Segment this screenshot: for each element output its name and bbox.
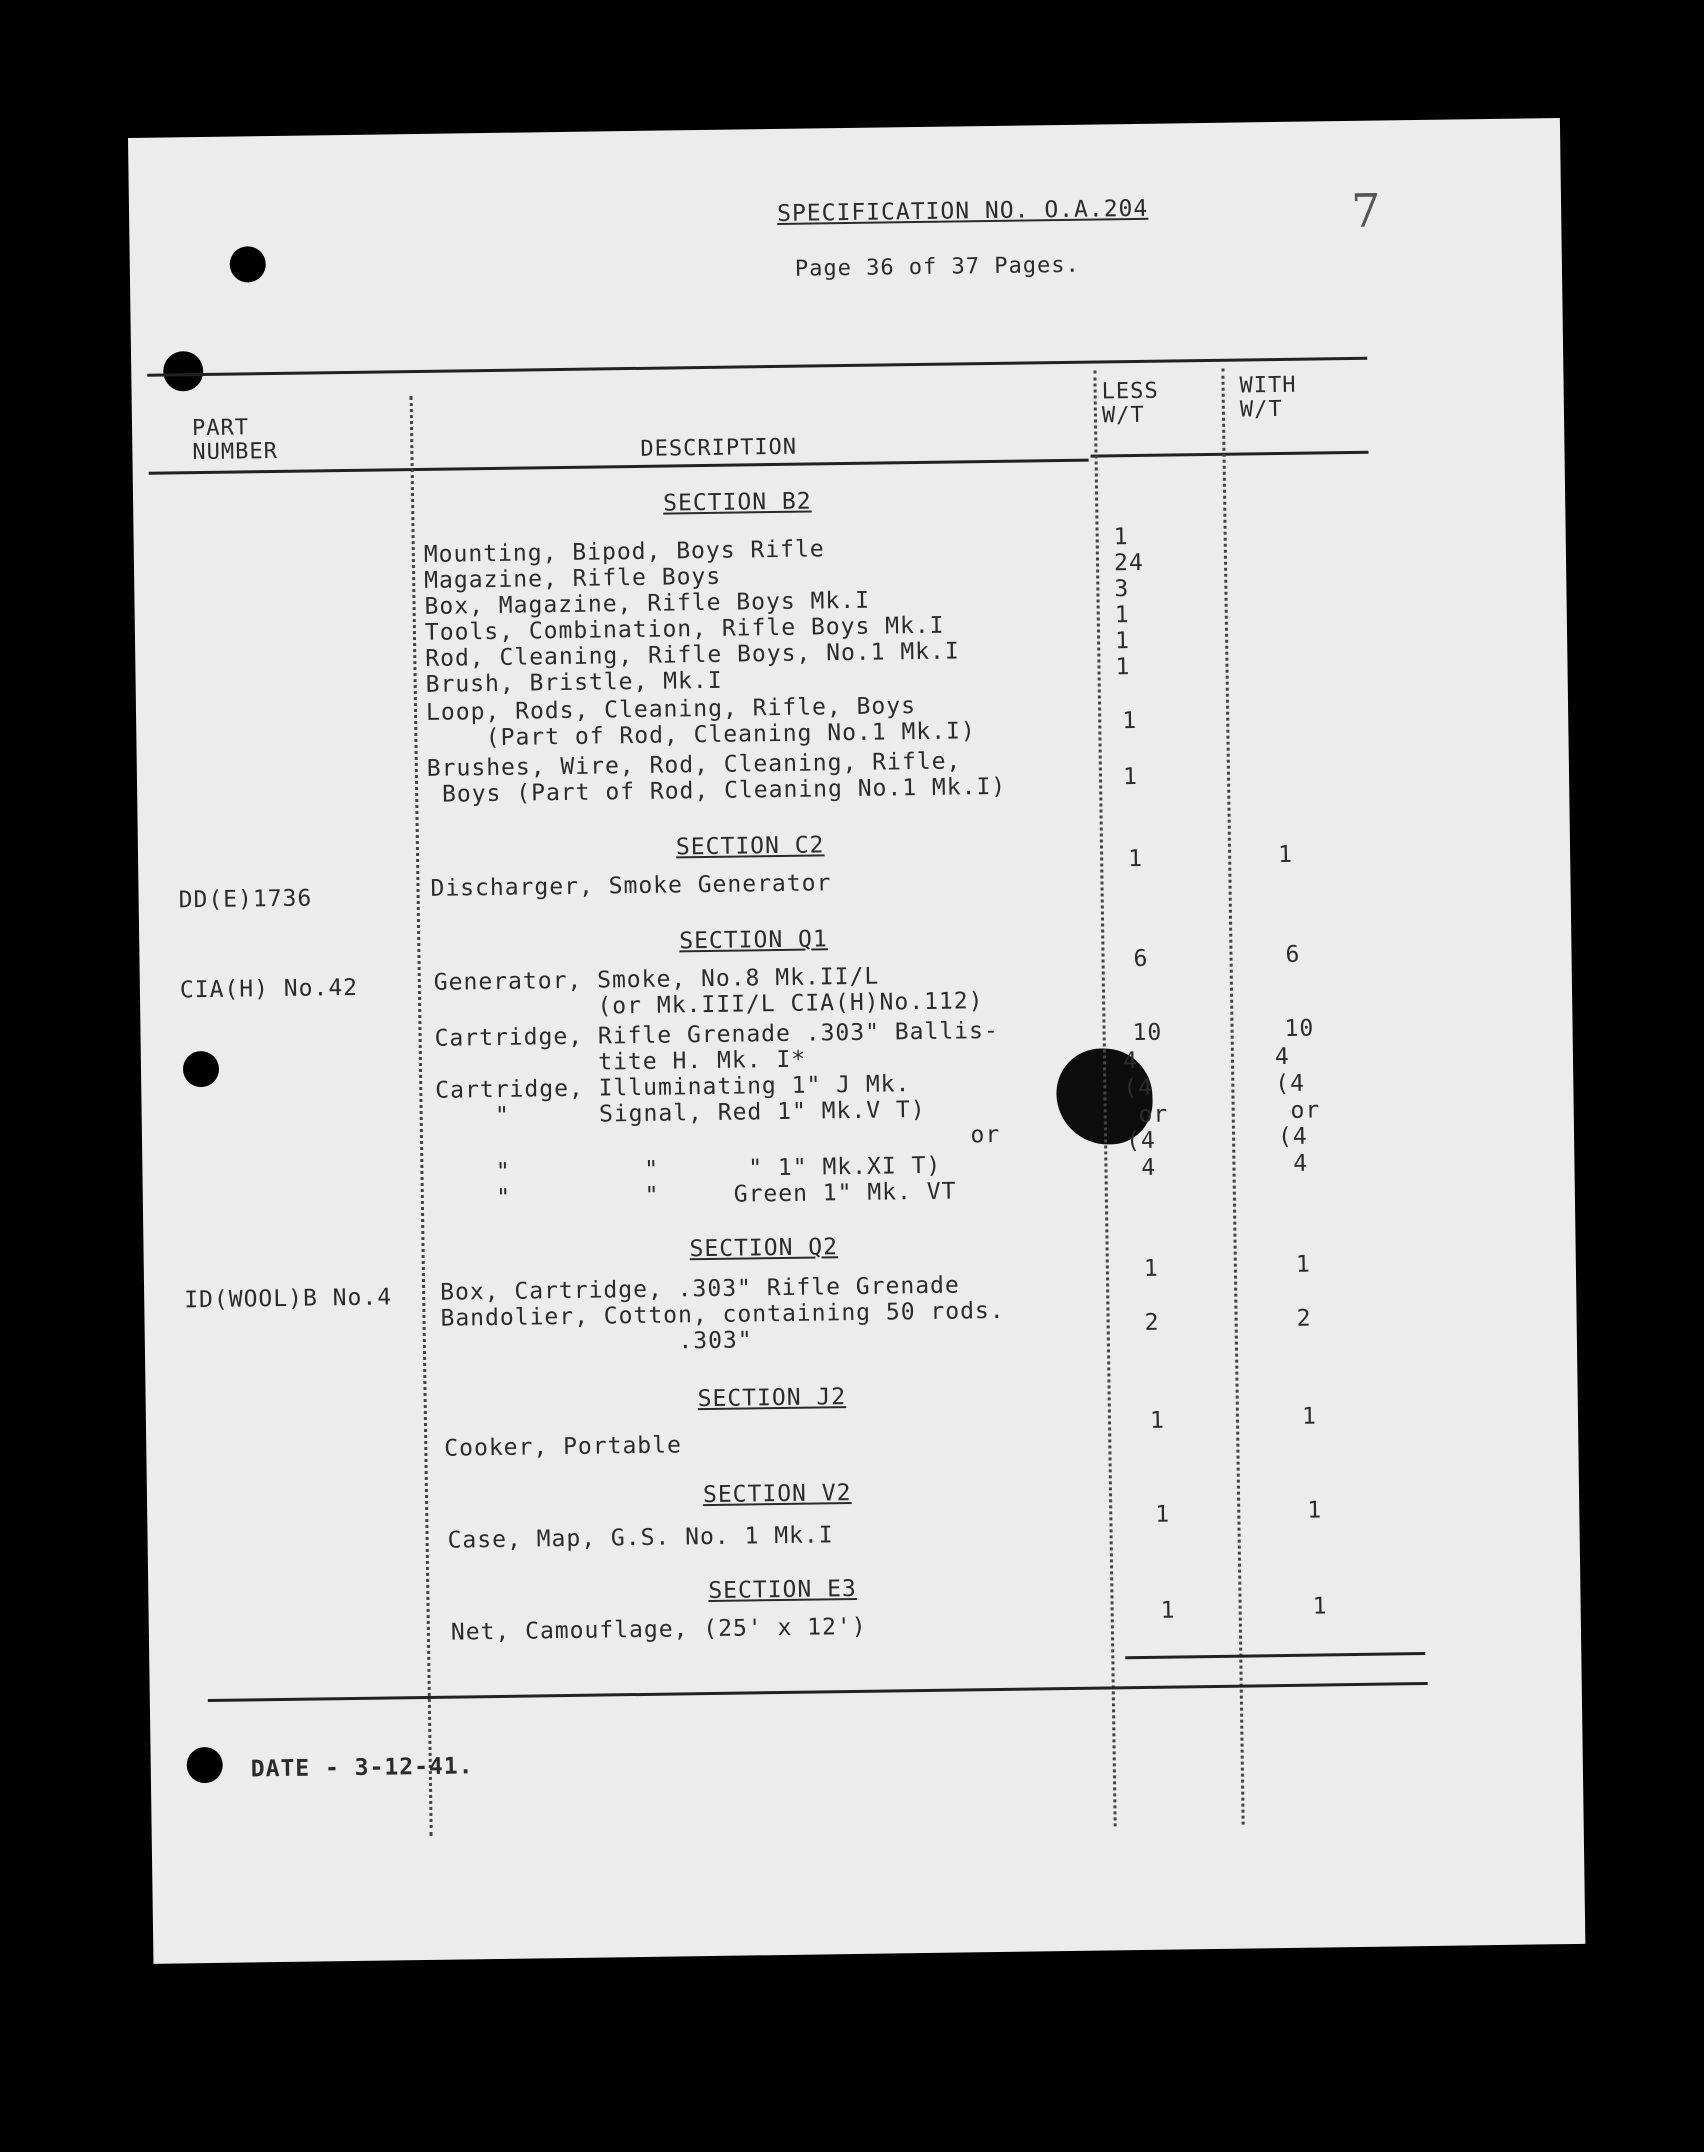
item-description: Box, Magazine, Rifle Boys Mk.I	[424, 587, 871, 620]
punch-hole	[186, 1747, 222, 1783]
item-description: Bandolier, Cotton, containing 50 rods. .303"	[440, 1297, 1005, 1358]
item-description: Net, Camouflage, (25' x 12')	[450, 1613, 867, 1646]
item-description: Tools, Combination, Rifle Boys Mk.I	[424, 612, 945, 646]
item-description: Loop, Rods, Cleaning, Rifle, Boys (Part of Rod, Cleaning No.1 Mk.I)	[425, 693, 976, 752]
section-heading-e3: SECTION E3	[708, 1575, 857, 1605]
item-description: Magazine, Rifle Boys	[424, 563, 722, 594]
item-less-qty: (4 4	[1125, 1127, 1157, 1182]
item-description: " " " 1" Mk.XI T) " " Green 1" Mk. VT	[436, 1152, 957, 1212]
item-less-qty: 1	[1114, 628, 1131, 655]
item-description: Brush, Bristle, Mk.I	[425, 667, 723, 698]
item-description: Generator, Smoke, No.8 Mk.II/L (or Mk.III/L CIA(H)No.112)	[433, 963, 984, 1022]
section-heading-j2: SECTION J2	[697, 1384, 847, 1413]
item-less-qty: 3	[1114, 576, 1130, 603]
handwritten-mark: 7	[1350, 183, 1382, 238]
item-with-qty: 2	[1296, 1305, 1312, 1332]
item-description: Brushes, Wire, Rod, Cleaning, Rifle, Boys (Part of Rod, Cleaning No.1 Mk.I)	[426, 748, 1007, 808]
item-less-qty: 6	[1133, 945, 1149, 973]
item-with-qty: (4 4	[1277, 1123, 1309, 1178]
item-less-qty: 1	[1113, 524, 1129, 551]
item-description: Rod, Cleaning, Rifle Boys, No.1 Mk.I	[425, 638, 960, 672]
column-header-part-number: PART NUMBER	[191, 415, 279, 466]
item-description: Discharger, Smoke Generator	[430, 870, 832, 902]
item-with-qty: 10	[1284, 1015, 1315, 1042]
item-description: Box, Cartridge, .303" Rifle Grenade	[439, 1272, 960, 1306]
document-page	[128, 118, 1585, 1964]
item-description: Cartridge, Rifle Grenade .303" Ballis- tite H. Mk. I*	[434, 1017, 999, 1078]
punch-hole	[230, 246, 266, 282]
item-with-qty: 6	[1285, 941, 1301, 968]
part-number: DD(E)1736	[178, 885, 313, 914]
item-with-qty: 1	[1295, 1251, 1311, 1278]
part-number: CIA(H) No.42	[179, 974, 359, 1004]
part-number: ID(WOOL)B No.4	[184, 1284, 393, 1314]
item-less-qty: 1	[1122, 763, 1139, 791]
item-less-qty: 1	[1143, 1255, 1159, 1282]
column-header-less-wt: LESS W/T	[1101, 378, 1159, 429]
item-description: Mounting, Bipod, Boys Rifle	[423, 536, 825, 568]
document-date: DATE - 3-12-41.	[250, 1753, 474, 1783]
punch-hole	[163, 351, 204, 392]
section-heading-b2: SECTION B2	[662, 488, 812, 517]
section-heading-q2: SECTION Q2	[689, 1234, 839, 1263]
column-separator	[1221, 369, 1252, 1825]
item-description: Cooker, Portable	[444, 1432, 683, 1462]
item-less-qty: 24	[1113, 549, 1144, 577]
item-less-qty: 4 (4 or	[1122, 1047, 1169, 1129]
item-description: Case, Map, G.S. No. 1 Mk.I	[447, 1522, 834, 1554]
item-description: Cartridge, Illuminating 1" J Mk. " Signal, Red 1" Mk.V T) or	[435, 1071, 1001, 1156]
item-with-qty: 1	[1312, 1593, 1328, 1620]
item-less-qty: 1	[1160, 1597, 1176, 1624]
table-bottom-rule-right	[1125, 1652, 1425, 1659]
item-less-qty: 1	[1155, 1501, 1171, 1528]
item-less-qty: 1	[1115, 654, 1131, 681]
section-heading-v2: SECTION V2	[702, 1480, 852, 1509]
specification-number: SPECIFICATION NO. O.A.204	[776, 195, 1149, 227]
item-less-qty: 1	[1122, 707, 1138, 735]
item-less-qty: 1	[1114, 602, 1130, 629]
item-with-qty: 1	[1307, 1497, 1323, 1524]
item-with-qty: 1	[1277, 841, 1294, 869]
item-less-qty: 10	[1132, 1019, 1163, 1047]
item-with-qty: 1	[1301, 1403, 1318, 1430]
header-bottom-rule	[149, 459, 1089, 475]
column-header-with-wt: WITH W/T	[1239, 372, 1297, 423]
page-count: Page 36 of 37 Pages.	[794, 252, 1080, 282]
item-with-qty: 4 (4 or	[1274, 1043, 1321, 1125]
punch-hole	[183, 1051, 219, 1087]
column-header-description: DESCRIPTION	[640, 434, 798, 462]
section-heading-c2: SECTION C2	[675, 832, 825, 861]
table-top-rule	[147, 357, 1367, 377]
item-less-qty: 2	[1144, 1309, 1160, 1336]
section-heading-q1: SECTION Q1	[679, 926, 828, 955]
item-less-qty: 1	[1127, 845, 1144, 873]
item-less-qty: 1	[1149, 1407, 1166, 1434]
